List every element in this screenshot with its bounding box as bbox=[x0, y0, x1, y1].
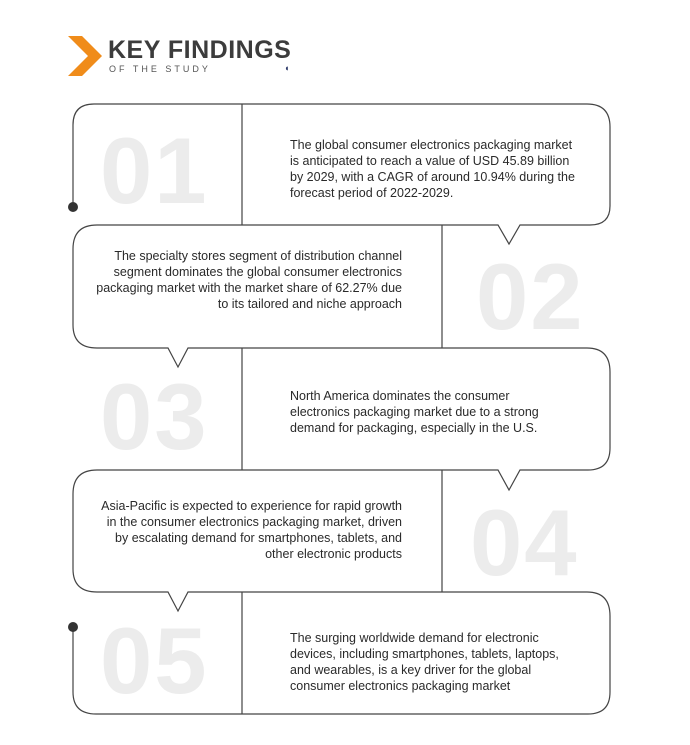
finding-text-03: North America dominates the consumer electronics packaging market due to a strong demand for packaging, especially in the U.S. bbox=[290, 389, 539, 435]
timeline-end-dot bbox=[68, 622, 78, 632]
timeline-start-dot bbox=[68, 202, 78, 212]
finding-number-02: 02 bbox=[476, 244, 585, 349]
finding-text-01: The global consumer electronics packaging market is anticipated to reach a value of USD 45.89 billion by 2029, with a CAGR of around 10.94% during the forecast period of 2022-2029. bbox=[290, 138, 575, 200]
finding-text-05: The surging worldwide demand for electronic devices, including smartphones, tablets, laptops, and wearables, is a key driver for the global consumer electronics packaging market bbox=[290, 631, 559, 693]
page-subtitle: OF THE STUDY bbox=[109, 64, 211, 74]
finding-number-03: 03 bbox=[100, 364, 209, 469]
finding-number-04: 04 bbox=[470, 490, 579, 595]
moon-icon: ◖ bbox=[284, 63, 290, 73]
finding-text-04: Asia-Pacific is expected to experience for rapid growth in the consumer electronics packaging market, driven by escalating demand for smartphones, tablets, and other electronic products bbox=[101, 499, 402, 561]
finding-number-01: 01 bbox=[100, 118, 209, 223]
finding-text-02: The specialty stores segment of distribution channel segment dominates the global consumer electronics packaging market with the market share of 62.27% due to its tailored and niche approach bbox=[96, 249, 402, 311]
page-title: KEY FINDINGS bbox=[108, 36, 292, 64]
finding-number-05: 05 bbox=[100, 608, 209, 713]
